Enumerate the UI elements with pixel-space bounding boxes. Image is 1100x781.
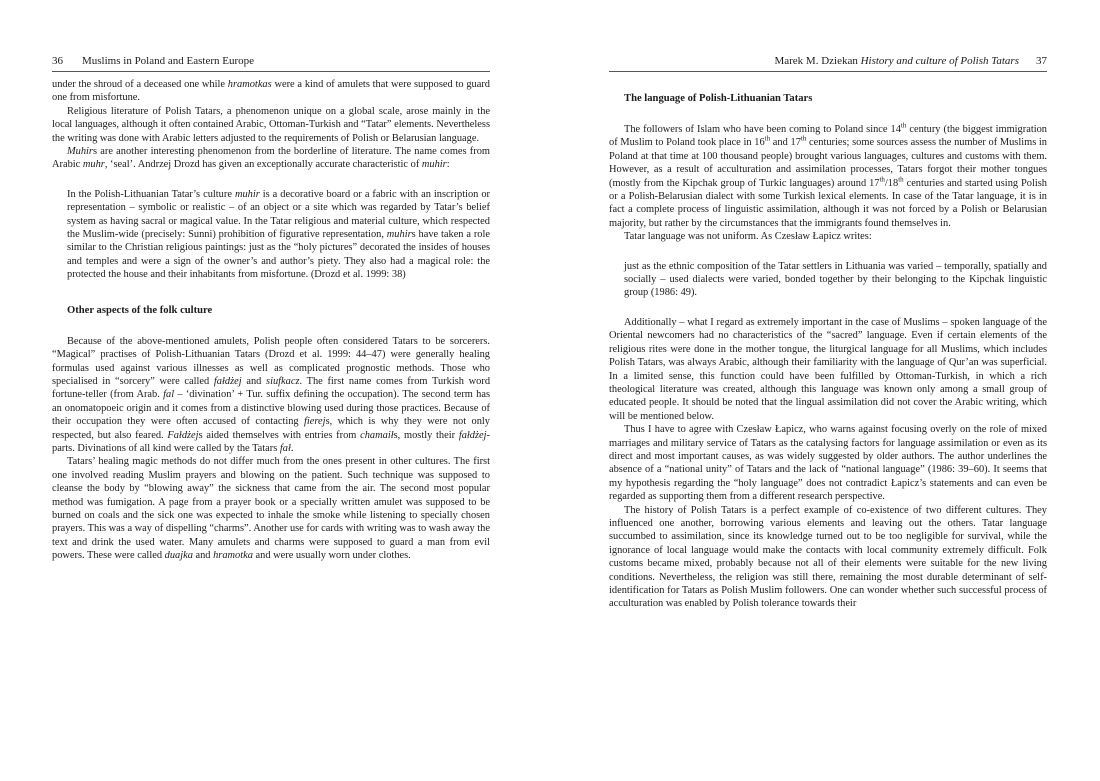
left-paragraph-3: Muhirs are another interesting phenomenon from the borderline of literature. The name comes from Arabic muhr, ‘seal’. Andrzej Drozd has given an exceptionally accurate characteristic of muhir: [52,146,490,171]
right-block-quote: just as the ethnic composition of the Tatar settlers in Lithuania was varied – temporally, spatially and socially – used dialects were varied, bonded together by their belonging to the Kipchak linguistic group (1986: 49). [624,260,1047,299]
left-paragraph-5: Tatars’ healing magic methods do not differ much from the ones present in other cultures. The first one involved reading Muslim prayers and blowing on the patient. Such technique was supposed to cleanse the body by “blowing away” the sickness that came from the air. The second most popular method was fumigation. A page from a prayer book or a specially written amulet was supposed to be burned on coals and the sick one was expected to inhale the smoke while listening to specially chosen prayers. This was a way of dispelling “charms”. Another use for cards with writing was to wash away the text and drink the used water. Many amulets and charms were supposed to guard a man from evil powers. These were called duajka and hramotka and were usually worn under clothes. [52,456,490,562]
right-paragraph-4: Thus I have to agree with Czesław Łapicz, who warns against focusing overly on the role of mixed marriages and military service of Tatars as the catalysing factors for language assimilation or even as its direct and most important causes, as was widely suggested by older authors. The author underlines the absence of a “national unity” of Tatars and the lack of “national language” (1986: 39–60). It seems that my hypothesis regarding the “holy language” does not contradict Łapicz’s statements and can even be regarded as supporting them from a different research perspective. [609,424,1047,503]
right-page-number: 37 [1036,55,1047,67]
left-page [52,0,490,781]
right-section-heading: The language of Polish-Lithuanian Tatars [624,93,813,104]
right-paragraph-3: Additionally – what I regard as extremely important in the case of Muslims – spoken language of the Oriental newcomers had no characteristics of the “sacred” language. Even if certain elements of the religious rites were done in the mother tongue, the liturgical language for all Muslims, which includes Polish Tatars, was always Arabic, although their familiarity with the language of Qur’an was superficial. In a limited sense, this function could have been fulfilled by Ottoman-Turkish, in which a rich theological literature was created, although this language was known only among a small group of educated people. It should be noted that the lingual assimilation did not cover the Arabic writing, which will be mentioned below. [609,316,1047,422]
right-running-head-title: History and culture of Polish Tatars [860,55,1019,67]
left-running-head [52,54,490,72]
left-running-head-title: Muslims in Poland and Eastern Europe [82,55,255,67]
right-running-head [609,54,1047,72]
left-paragraph-4: Because of the above-mentioned amulets, Polish people often considered Tatars to be sorcerers. “Magical” practises of Polish-Lithuanian Tatars (Drozd et al. 1999: 44–47) were generally healing formulas used against various illnesses as well as complicated prognostic methods. Those who specialised in “sorcery” were called fałdżej and siufkacz. The first name comes from Turkish word fortune-teller (from Arab. fal – ‘divination’ + Tur. suffix defining the occupation). The second term has an onomatopoeic origin and it comes from a distinctive blowing used during those practices. Because of their occupation they were often accused of contacting fierejs, which is why they were not only respected, but also feared. Fałdżejs aided themselves with entries from chamaiłs, mostly their fałdżej-parts. Divinations of all kind were called by the Tatars fał. [52,335,491,454]
right-running-head-author: Marek M. Dziekan [774,55,858,67]
right-page [609,0,1047,781]
left-page-body [52,78,490,563]
left-paragraph-2: Religious literature of Polish Tatars, a phenomenon unique on a global scale, arose mainly in the local languages, although it often contained Arabic, Ottoman-Turkish and “Tatar” elements. Nevertheless the writing was done with Arabic letters adjusted to the requirements of Polish or Belarusian language. [52,105,490,144]
right-paragraph-5: The history of Polish Tatars is a perfect example of co-existence of two different cultures. They influenced one another, borrowing various elements and leaving out the others. Tatar language succumbed to assimilation, since its knowledge turned out to be too negligible for survival, while the ignorance of local language would make the contacts with local community extremely difficult. Folk customs became mixed, probably because not all of their elements were suitable for the new living conditions. Nevertheless, the religion was still there, remaining the most durable determinant of self-identification for Tatars as Polish Muslim followers. One can wonder whether such successful process of acculturation was enabled by Polish tolerance towards their [609,504,1047,610]
right-paragraph-1: The followers of Islam who have been coming to Poland since 14th century (the biggest immigration of Muslim to Poland took place in 16th and 17th centuries; some sources assess the number of Muslims in Poland at that time at 100 thousand people) brought various languages, cultures and customs with them. However, as a result of acculturation and assimilation processes, Tatars forgot their mother tongues (mostly from the Kipchak group of Turkic languages) around 17th/18th centuries and started using Polish or a Polish-Belarusian dialect with some Turkish lexical elements. In case of the Tatar language, it is in fact a complete process of linguistic assimilation, although it was not forced by a Polish or Belarusian majority, but rather by the circumstances that the immigrants found themselves in. [609,121,1048,229]
left-block-quote: In the Polish-Lithuanian Tatar’s culture muhir is a decorative board or a fabric with an inscription or representation – symbolic or realistic – of an object or a site which was regarded by Tatar’s belief system as having sacral or magical value. In the Tatar religious and material culture, which respected the Muslim-wide (precisely: Sunni) prohibition of figurative representation, muhirs have taken a role similar to the Christian religious paintings: just as the “holy pictures” decorated the insides of houses and temples and were a sign of the owner’s and author’s piety. They also had a magical role: the protected the house and their inhabitants from misfortune. (Drozd et al. 1999: 38) [67,188,490,281]
right-page-body [609,92,1047,611]
left-paragraph-1: under the shroud of a deceased one while hramotkas were a kind of amulets that were supposed to guard one from misfortune. [52,79,490,104]
right-paragraph-2: Tatar language was not uniform. As Czesław Łapicz writes: [624,231,872,243]
left-page-number: 36 [52,55,63,67]
left-section-heading: Other aspects of the folk culture [67,304,213,316]
